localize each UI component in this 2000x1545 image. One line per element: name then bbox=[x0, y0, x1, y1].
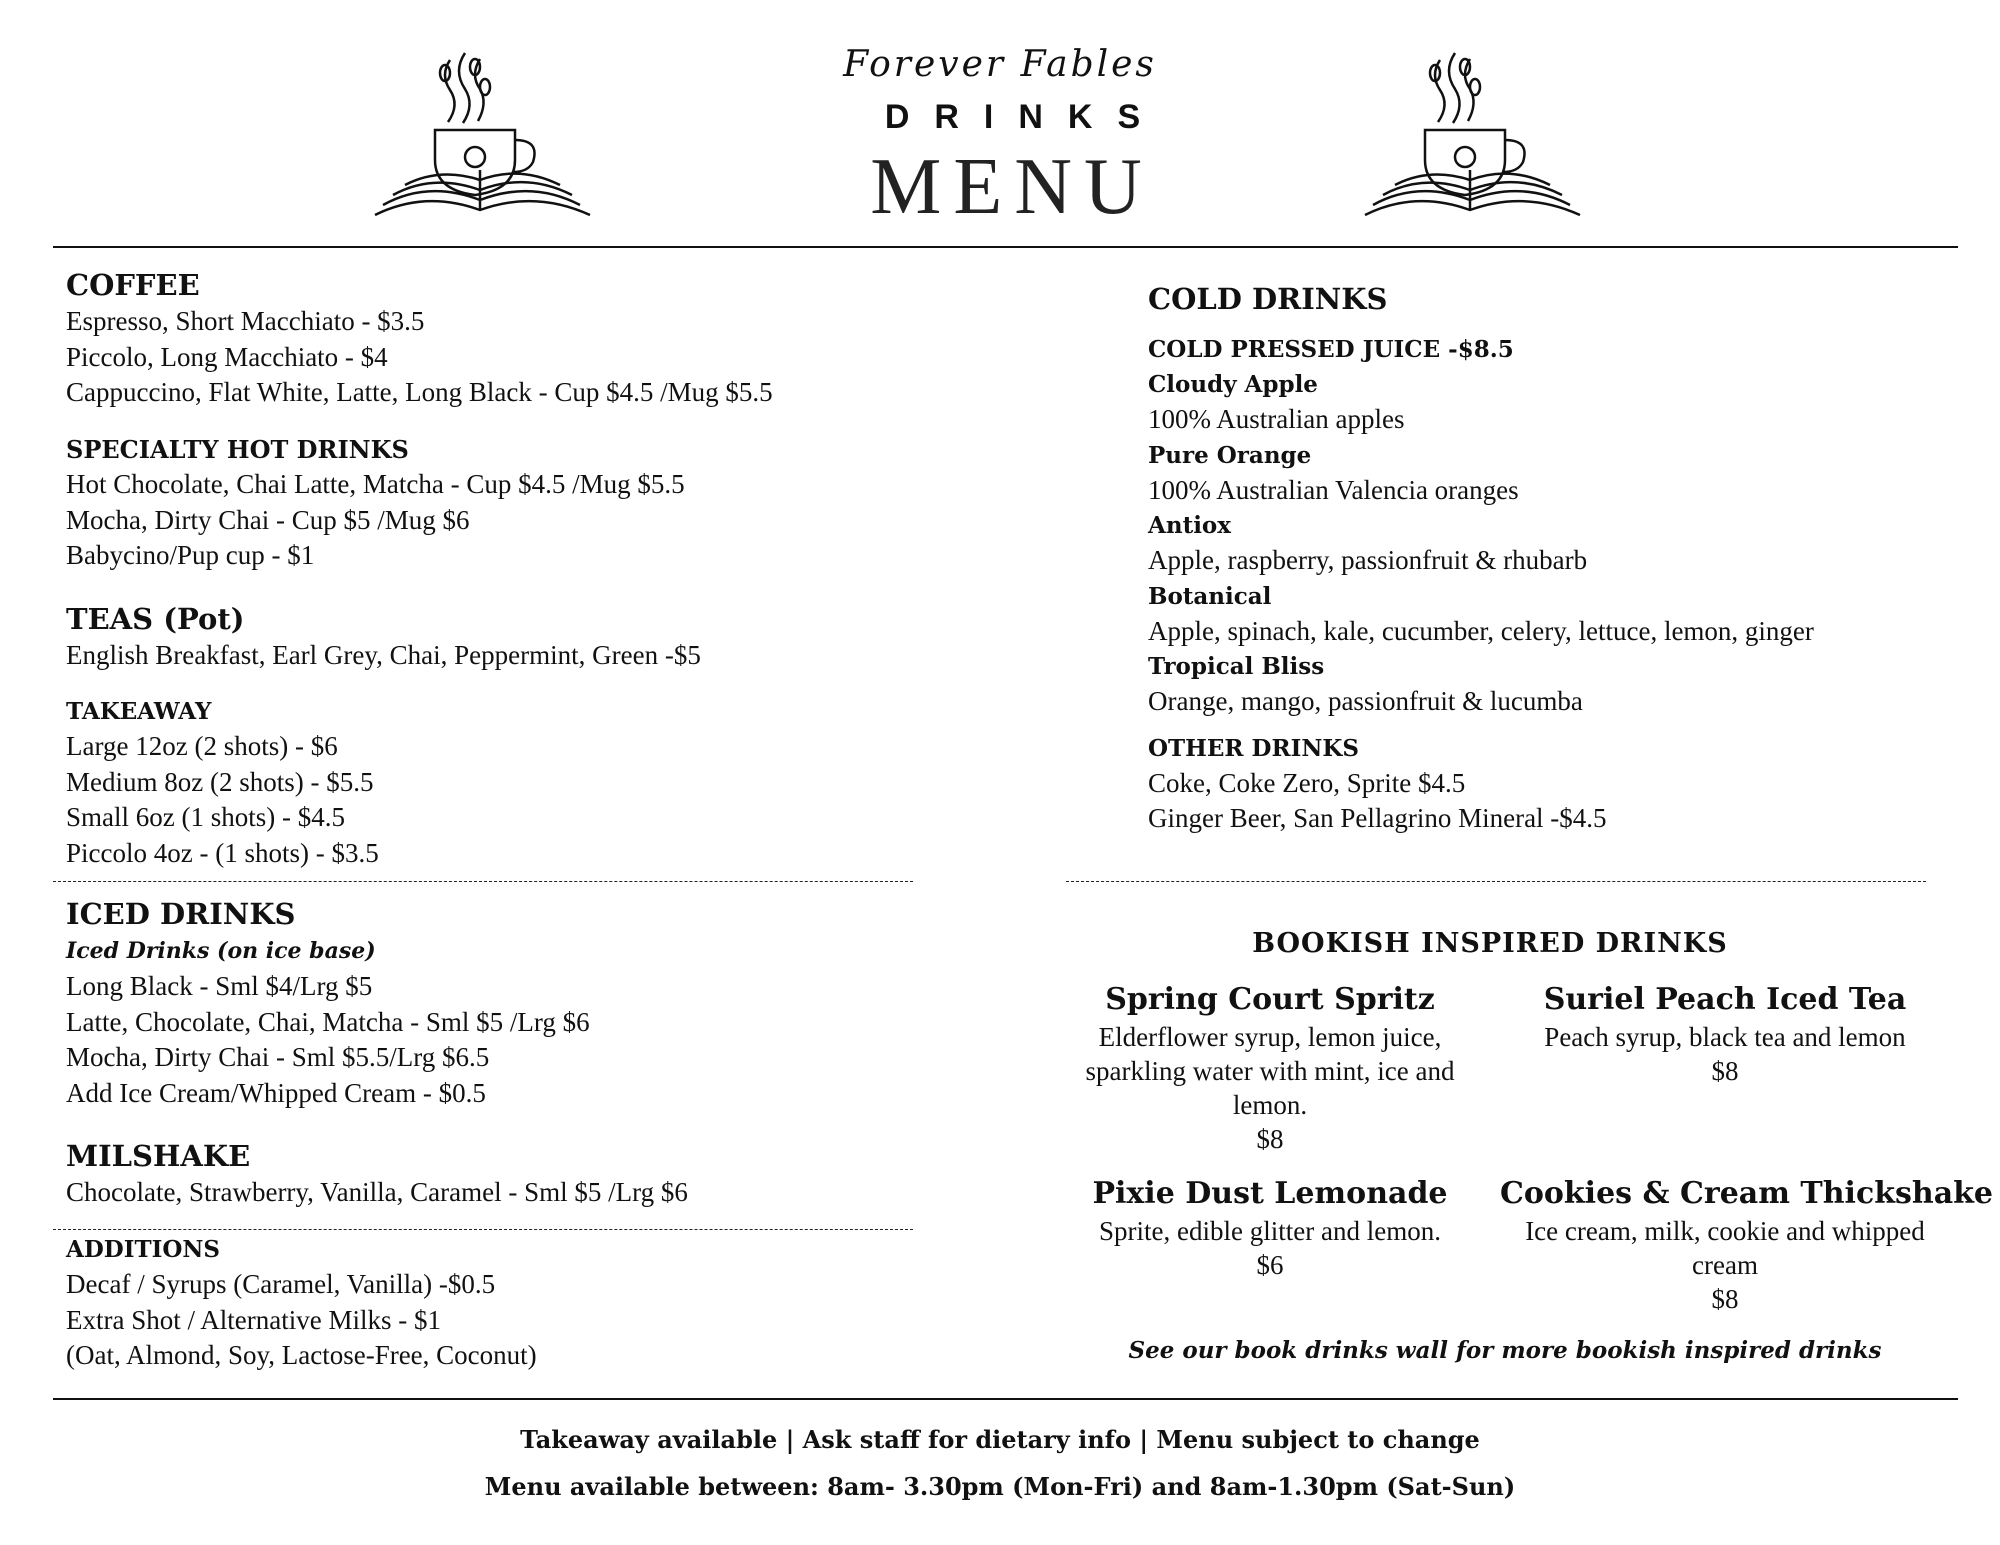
juice-name: Cloudy Apple bbox=[1148, 371, 1318, 398]
menu-item: Latte, Chocolate, Chai, Matcha - Sml $5 /Lrg $6 bbox=[66, 1006, 590, 1037]
footer-line-1: Takeaway available | Ask staff for dietary info | Menu subject to change bbox=[520, 1425, 1480, 1454]
drink-desc: Elderflower syrup, lemon juice, sparkling water with mint, ice and lemon. bbox=[1085, 1022, 1455, 1120]
title-menu: MENU bbox=[870, 143, 1154, 231]
takeaway-section bbox=[66, 695, 379, 871]
iced-section bbox=[66, 895, 590, 1111]
milkshake-section bbox=[66, 1137, 688, 1211]
menu-item: Medium 8oz (2 shots) - $5.5 bbox=[66, 766, 374, 797]
juice-desc: Apple, spinach, kale, cucumber, celery, lettuce, lemon, ginger bbox=[1148, 615, 1814, 646]
menu-item: Piccolo, Long Macchiato - $4 bbox=[66, 341, 388, 372]
menu-item: Large 12oz (2 shots) - $6 bbox=[66, 731, 338, 761]
menu-item: English Breakfast, Earl Grey, Chai, Peppermint, Green -$5 bbox=[66, 640, 701, 670]
menu-item: Mocha, Dirty Chai - Sml $5.5/Lrg $6.5 bbox=[66, 1042, 490, 1072]
juice-name: Botanical bbox=[1148, 582, 1272, 610]
drink-desc: Peach syrup, black tea and lemon bbox=[1544, 1022, 1906, 1052]
section-heading: COLD DRINKS bbox=[1148, 282, 1388, 316]
juice-heading: COLD PRESSED JUICE -$8.5 bbox=[1148, 336, 1514, 363]
drink-name: Spring Court Spritz bbox=[1105, 982, 1435, 1017]
section-heading: COFFEE bbox=[66, 268, 200, 302]
section-divider bbox=[53, 881, 913, 882]
section-heading: MILSHAKE bbox=[66, 1139, 251, 1173]
section-divider bbox=[1066, 881, 1926, 882]
menu-item: Piccolo 4oz - (1 shots) - $3.5 bbox=[66, 837, 379, 868]
drink-desc: Ice cream, milk, cookie and whipped cream bbox=[1525, 1216, 1925, 1280]
menu-item: Babycino/Pup cup - $1 bbox=[66, 540, 315, 570]
bookish-drink-card bbox=[1500, 1174, 1994, 1316]
juice-name: Pure Orange bbox=[1148, 441, 1312, 469]
bookish-drink-card bbox=[1070, 980, 1470, 1156]
footer-line-2: Menu available between: 8am- 3.30pm (Mon-Fri) and 8am-1.30pm (Sat-Sun) bbox=[484, 1472, 1516, 1501]
drink-name: Pixie Dust Lemonade bbox=[1092, 1176, 1448, 1211]
bookish-heading: BOOKISH INSPIRED DRINKS bbox=[1252, 928, 1728, 959]
menu-item: Ginger Beer, San Pellagrino Mineral -$4.5 bbox=[1148, 803, 1607, 833]
menu-item: Hot Chocolate, Chai Latte, Matcha - Cup $4.5 /Mug $5.5 bbox=[66, 469, 685, 499]
drink-price: $8 bbox=[1711, 1056, 1739, 1086]
menu-item: Coke, Coke Zero, Sprite $4.5 bbox=[1148, 767, 1466, 798]
menu-item: Small 6oz (1 shots) - $4.5 bbox=[66, 802, 345, 832]
brand-name: Forever Fables bbox=[843, 44, 1157, 85]
juice-name: Antiox bbox=[1148, 512, 1231, 539]
drink-price: $6 bbox=[1256, 1250, 1284, 1280]
coffee-section bbox=[66, 266, 773, 411]
drink-price: $8 bbox=[1711, 1284, 1739, 1314]
bookish-drink-card bbox=[1530, 980, 1920, 1088]
juice-desc: 100% Australian Valencia oranges bbox=[1148, 474, 1519, 505]
drink-name: Cookies & Cream Thickshake bbox=[1500, 1176, 1994, 1211]
additions-section bbox=[66, 1233, 537, 1374]
cold-drinks-section bbox=[1148, 280, 1814, 837]
menu-item: Long Black - Sml $4/Lrg $5 bbox=[66, 971, 373, 1001]
menu-item: Espresso, Short Macchiato - $3.5 bbox=[66, 306, 425, 336]
section-heading: TEAS (Pot) bbox=[66, 602, 245, 636]
menu-item: Extra Shot / Alternative Milks - $1 bbox=[66, 1304, 441, 1335]
section-subheading: Iced Drinks (on ice base) bbox=[66, 938, 376, 964]
menu-item: Mocha, Dirty Chai - Cup $5 /Mug $6 bbox=[66, 504, 470, 535]
juice-desc: Apple, raspberry, passionfruit & rhubarb bbox=[1148, 545, 1588, 575]
menu-item: (Oat, Almond, Soy, Lactose-Free, Coconut) bbox=[66, 1340, 537, 1370]
juice-name: Tropical Bliss bbox=[1148, 653, 1325, 680]
other-drinks-heading: OTHER DRINKS bbox=[1148, 734, 1359, 762]
menu-item: Decaf / Syrups (Caramel, Vanilla) -$0.5 bbox=[66, 1269, 496, 1299]
teacup-on-open-book-icon bbox=[1355, 45, 1595, 225]
section-divider bbox=[53, 1229, 913, 1230]
section-heading: ADDITIONS bbox=[66, 1236, 221, 1263]
footer-divider bbox=[53, 1398, 1958, 1400]
bookish-drink-card bbox=[1080, 1174, 1460, 1282]
specialty-section bbox=[66, 433, 685, 574]
menu-item: Cappuccino, Flat White, Latte, Long Black - Cup $4.5 /Mug $5.5 bbox=[66, 377, 773, 407]
menu-item: Add Ice Cream/Whipped Cream - $0.5 bbox=[66, 1077, 486, 1108]
drink-name: Suriel Peach Iced Tea bbox=[1543, 982, 1907, 1017]
drink-desc: Sprite, edible glitter and lemon. bbox=[1099, 1216, 1441, 1246]
section-heading: TAKEAWAY bbox=[66, 698, 212, 725]
section-heading: SPECIALTY HOT DRINKS bbox=[66, 435, 409, 464]
menu-item: Chocolate, Strawberry, Vanilla, Caramel - Sml $5 /Lrg $6 bbox=[66, 1177, 688, 1207]
juice-desc: 100% Australian apples bbox=[1148, 404, 1405, 434]
drink-price: $8 bbox=[1256, 1124, 1284, 1154]
section-heading: ICED DRINKS bbox=[66, 897, 296, 931]
teacup-on-open-book-icon bbox=[365, 45, 605, 225]
title-drinks: DRINKS bbox=[884, 98, 1166, 136]
juice-desc: Orange, mango, passionfruit & lucumba bbox=[1148, 686, 1583, 716]
teas-section bbox=[66, 600, 701, 674]
bookish-note: See our book drinks wall for more bookish inspired drinks bbox=[1128, 1337, 1882, 1364]
header-divider bbox=[53, 246, 1958, 248]
